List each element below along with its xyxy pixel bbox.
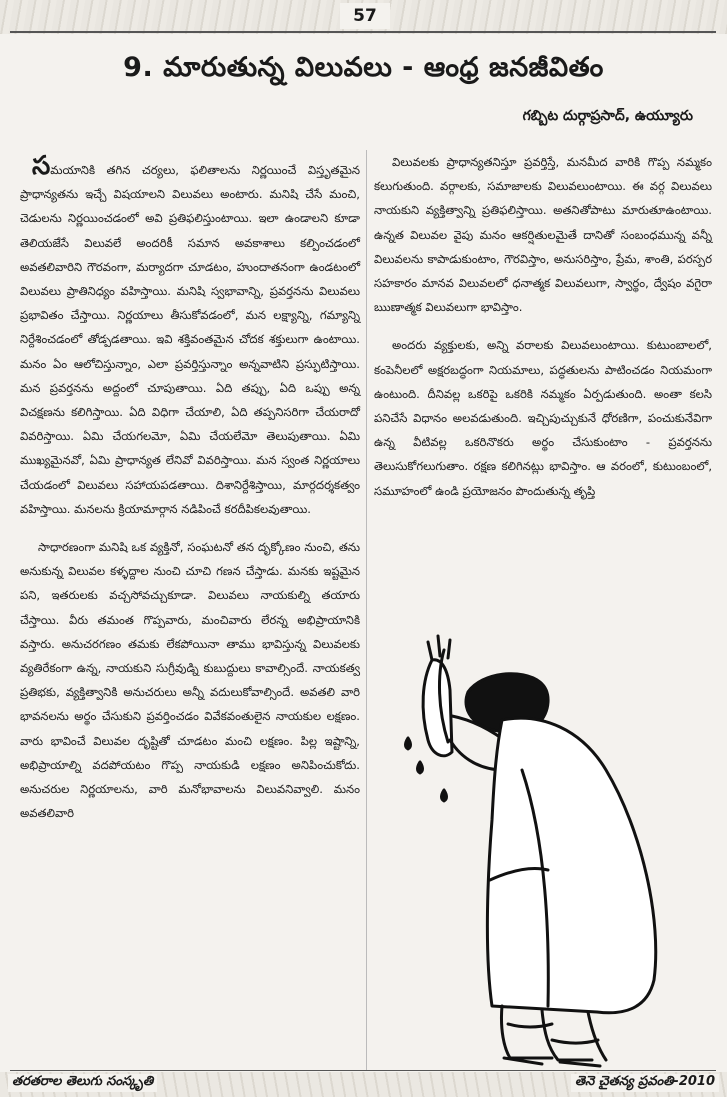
footer-rule xyxy=(10,1070,716,1071)
article-author: గబ్బిట దుర్గాప్రసాద్, ఉయ్యూరు xyxy=(522,108,693,124)
paragraph-1-text: మయానికి తగిన చర్యలు, ఫలితాలను నిర్ణయించే విస్తృతమైన ప్రాధాన్యతను ఇచ్చే విషయాలని విలువలు అంటారు. మనిషి చేసే మంచి, చెడులను నిర్ణయించడంలో అవి ప్రతిఫలిస్తుంటాయి. ఇలా ఉండాలని కూడా తెలియజేసే విలువలే అందరికీ సమాన అవకాశాలు కల్పించడంలో అవతలివారిని గౌరవంగా, మర్యాదగా చూడటం, హుందాతనంగా ఉండటంలో విలువలు ప్రాతినిధ్యం వహిస్తాయి. మనిషి స్వభావాన్ని, ప్రవర్తనను విలువలు ప్రభావితం చేస్తాయి. నిర్ణయాలు తీసుకోవడంలో, మన లక్ష్యాన్ని, గమ్యాన్ని నిర్దేశించడంలో తోడ్పడతాయి. ఇవి శక్తివంతమైన చోదక శక్తులుగా ఉంటాయి. మనం ఏం ఆలోచిస్తున్నాం, ఎలా ప్రవర్తిస్తున్నాం అన్నవాటిని ప్రస్ఫుటిస్తాయి. మన ప్రవర్తనను అద్దంలో చూపుతాయి. ఏది తప్పు, ఏది ఒప్పు అన్న విచక్షణను కలిగిస్తాయి. ఏది విధిగా చేయాలి, ఏది తప్పనిసరిగా చేయరాదో వివరిస్తాయి. ఏమి చేయగలమో, ఏమి చేయలేమో తెలుపుతాయి. ఏమి ముఖ్యమైనవో, ఏమి ప్రాధాన్యత లేనివో వివరిస్తాయి. మన స్వంత నిర్ణయాలు చేయడంలో విలువలు సహాయపడతాయి. దిశానిర్దేశిస్తాయి, మార్గదర్శకత్వం వహిస్తాయి. మనలను క్రియామార్గాన నడిపించే కరదీపికలవుతాయి. xyxy=(20,163,360,516)
header-rule xyxy=(10,31,716,33)
paragraph-1 xyxy=(20,151,360,521)
paragraph-2: సాధారణంగా మనిషి ఒక వ్యక్తినో, సంఘటనో తన దృక్కోణం నుంచి, తను అనుకున్న విలువల కళ్ళద్దాల నుంచి చూచి గణన చేస్తాడు. మనకు ఇష్టమైన పని, ఇతరులకు వచ్చసోవచ్చుకూడా. విలువలు నాయకుల్ని తయారు చేస్తాయి. వీరు తమంత గొప్పవారు, మంచివారు లేరన్న అభిప్రాయానికి వస్తారు. అనుచరగణం తమకు లేకపోయినా తాము భావిస్తున్న విలువలకు వ్యతిరేకంగా ఉన్న, నాయకుని సుగ్రీవుడ్ని కుబుద్దులు కావాల్సిందే. నాయకత్వ ప్రతిభకు, వ్యక్తిత్వానికి అనుచరులు అన్నీ వదులుకోవాల్సిందే. అవతలి వారి భావనలను అర్థం చేసుకుని ప్రవర్తించడం వివేకవంతులైన నాయకుల లక్షణం. వారు భావించే విలువల దృష్టితో చూడటం మంచి లక్షణం. పిల్ల ఇష్టాన్ని, అభిప్రాయాల్ని వదపోయటం గొప్ప నాయకుడి లక్షణం అనిపించుకోదు. అనుచరుల నిర్ణయాలను, వారి మనోభావాలను విలువనివ్వాలి. మనం అవతలివారి xyxy=(20,540,360,821)
paragraph-3: విలువలకు ప్రాధాన్యతనిస్తూ ప్రవర్తిస్తే, మనమీద వారికి గొప్ప నమ్మకం కలుగుతుంది. వర్గాలకు, సమాజాలకు విలువలుంటాయి. ఈ వర్గ విలువలు నాయకుని వ్యక్తిత్వాన్ని ప్రతిఫలిస్తాయి. అతనితోపాటు మారుతూఉంటాయి. ఉన్నత విలువల వైపు మనం ఆకర్షితులమైతే దానితో సంబంధమున్న వన్నీ విలువలను కాపాడుకుంటాం, గౌరవిస్తాం, అనుసరిస్తాం, ప్రేమ, శాంతి, పరస్పర సహకారం మానవ విలువలలో ధనాత్మక విలువలుగా, స్వార్థం, ద్వేషం వగైరా ఋణాత్మక విలువలుగా భావిస్తాం. xyxy=(374,155,712,315)
footer-right-title: తెనె చైతన్య ప్రవంతి-2010 xyxy=(571,1074,719,1092)
right-column xyxy=(374,150,712,517)
column-divider xyxy=(366,150,367,1070)
dropcap-letter: స xyxy=(32,151,51,181)
paragraph-4: అందరు వ్యక్తులకు, అన్ని వరాలకు విలువలుంటాయి. కుటుంబాలలో, కంపెనీలలో అక్షరబద్ధంగా నియమాలు, పద్ధతులను పాటించడం నియమంగా ఉంటుంది. దీనివల్ల ఒకరిపై ఒకరికి నమ్మకం ఏర్పడుతుంది. అంతా కలసి పనిచేసే విధానం అలవడుతుంది. ఇచ్చిపుచ్చుకునే ధోరణిగా, పంచుకునేవిగా ఉన్న వీటివల్ల ఒకరినొకరు అర్థం చేసుకుంటాం - ప్రవర్తనను తెలుసుకోగలుగుతాం. రక్షణ కలిగినట్లు భావిస్తాం. ఆ వరంలో, కుటుంబంలో, సమూహంలో ఉండి ప్రయోజనం పొందుతున్న తృప్తి xyxy=(374,338,712,498)
page-number: 57 xyxy=(340,3,390,29)
bowing-man-illustration xyxy=(392,620,692,1070)
left-column xyxy=(20,151,360,839)
article-title: 9. మారుతున్న విలువలు - ఆంధ్ర జనజీవితం xyxy=(123,52,604,83)
footer-left-title: తరతరాల తెలుగు సంస్కృతి xyxy=(8,1074,157,1092)
